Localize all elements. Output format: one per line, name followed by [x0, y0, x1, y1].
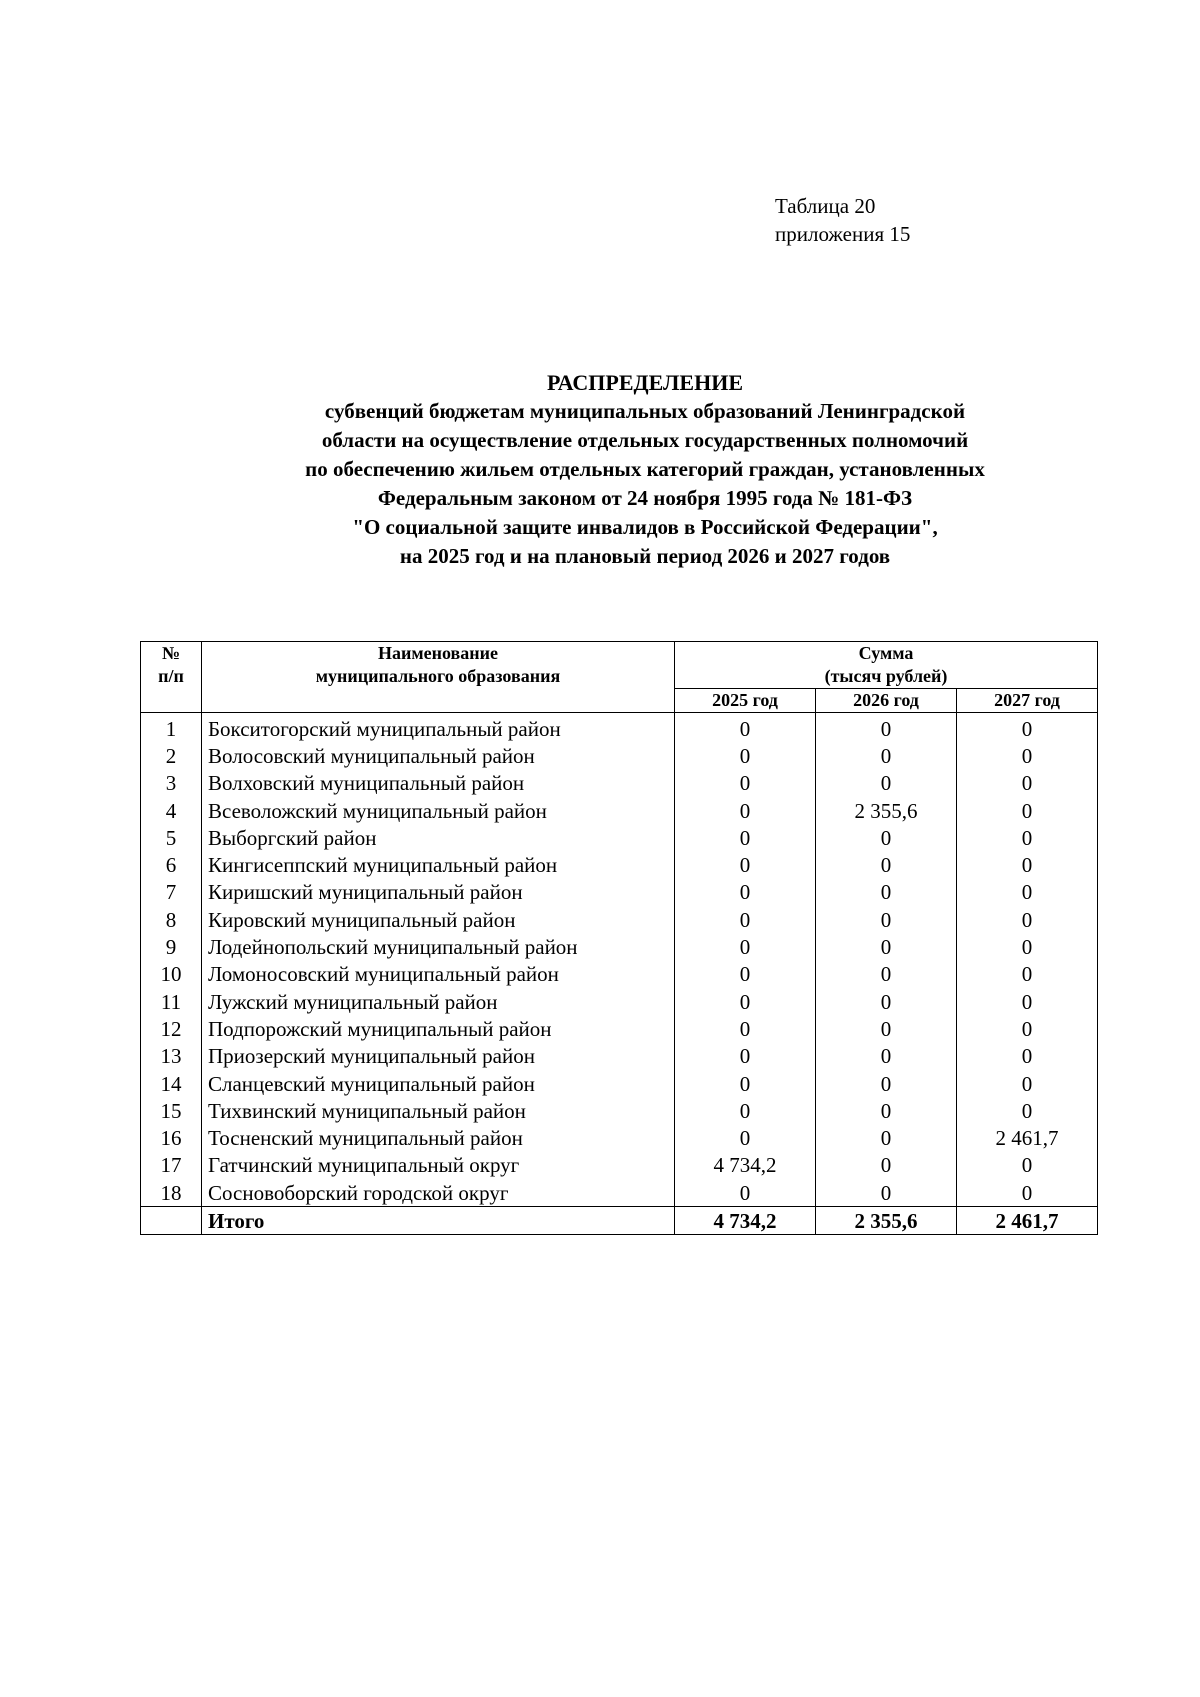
row-value-2026: 0 [816, 824, 957, 851]
table-row [141, 1015, 1098, 1042]
table-number: Таблица 20 [775, 194, 876, 218]
table-row [141, 933, 1098, 960]
total-row [141, 1207, 1098, 1235]
row-municipality: Бокситогорский муниципальный район [202, 713, 675, 743]
row-value-2027: 0 [957, 1152, 1098, 1179]
total-number [141, 1207, 202, 1235]
title-line: на 2025 год и на плановый период 2026 и 2027 годов [399, 544, 891, 568]
row-number: 11 [141, 988, 202, 1015]
row-value-2026: 0 [816, 851, 957, 878]
row-value-2026: 2 355,6 [816, 797, 957, 824]
row-value-2027: 0 [957, 1097, 1098, 1124]
header-number-symbol: № [161, 643, 181, 663]
row-municipality: Гатчинский муниципальный округ [202, 1152, 675, 1179]
row-municipality: Тихвинский муниципальный район [202, 1097, 675, 1124]
total-label: Итого [202, 1207, 675, 1235]
row-value-2025: 0 [675, 1097, 816, 1124]
row-value-2025: 0 [675, 851, 816, 878]
row-value-2026: 0 [816, 1043, 957, 1070]
title-line: субвенций бюджетам муниципальных образований Ленинградской [324, 399, 966, 423]
row-value-2025: 0 [675, 1124, 816, 1151]
row-value-2025: 0 [675, 906, 816, 933]
row-value-2025: 0 [675, 797, 816, 824]
row-number: 17 [141, 1152, 202, 1179]
row-value-2027: 0 [957, 879, 1098, 906]
row-value-2027: 0 [957, 933, 1098, 960]
row-value-2026: 0 [816, 742, 957, 769]
row-value-2026: 0 [816, 933, 957, 960]
row-value-2025: 0 [675, 961, 816, 988]
row-value-2026: 0 [816, 906, 957, 933]
row-number: 9 [141, 933, 202, 960]
table-row [141, 770, 1098, 797]
row-municipality: Сланцевский муниципальный район [202, 1070, 675, 1097]
header-name [202, 642, 675, 713]
row-municipality: Кировский муниципальный район [202, 906, 675, 933]
row-value-2027: 2 461,7 [957, 1124, 1098, 1151]
row-value-2025: 0 [675, 713, 816, 743]
row-value-2025: 0 [675, 1043, 816, 1070]
title-line: Федеральным законом от 24 ноября 1995 года № 181-ФЗ [377, 486, 913, 510]
row-value-2026: 0 [816, 988, 957, 1015]
appendix-number: приложения 15 [775, 222, 911, 246]
title-line: по обеспечению жильем отдельных категорий граждан, установленных [305, 457, 985, 481]
table-row [141, 1043, 1098, 1070]
title-line: "О социальной защите инвалидов в Российской Федерации", [352, 515, 938, 539]
table-row [141, 906, 1098, 933]
header-number [141, 642, 202, 713]
row-municipality: Всеволожский муниципальный район [202, 797, 675, 824]
header-number-abbr: п/п [158, 666, 184, 686]
row-value-2025: 4 734,2 [675, 1152, 816, 1179]
row-municipality: Лужский муниципальный район [202, 988, 675, 1015]
table-row [141, 713, 1098, 743]
row-value-2027: 0 [957, 988, 1098, 1015]
row-value-2026: 0 [816, 770, 957, 797]
row-value-2026: 0 [816, 879, 957, 906]
row-value-2027: 0 [957, 961, 1098, 988]
row-value-2026: 0 [816, 1097, 957, 1124]
row-value-2025: 0 [675, 879, 816, 906]
table-row [141, 1124, 1098, 1151]
header-name-line1: Наименование [378, 643, 498, 663]
table-row [141, 851, 1098, 878]
table-row [141, 824, 1098, 851]
row-value-2026: 0 [816, 713, 957, 743]
row-value-2026: 0 [816, 1179, 957, 1207]
row-value-2025: 0 [675, 742, 816, 769]
row-municipality: Приозерский муниципальный район [202, 1043, 675, 1070]
row-number: 13 [141, 1043, 202, 1070]
row-value-2025: 0 [675, 1070, 816, 1097]
row-municipality: Кингисеппский муниципальный район [202, 851, 675, 878]
row-value-2025: 0 [675, 770, 816, 797]
header-sum [675, 642, 1098, 689]
row-value-2027: 0 [957, 824, 1098, 851]
row-number: 8 [141, 906, 202, 933]
row-number: 14 [141, 1070, 202, 1097]
row-value-2026: 0 [816, 1015, 957, 1042]
table-row [141, 988, 1098, 1015]
row-number: 2 [141, 742, 202, 769]
row-value-2025: 0 [675, 988, 816, 1015]
row-value-2027: 0 [957, 1179, 1098, 1207]
table-reference [775, 192, 910, 248]
row-value-2026: 0 [816, 1152, 957, 1179]
row-value-2025: 0 [675, 824, 816, 851]
document-title [150, 368, 1140, 571]
row-value-2025: 0 [675, 933, 816, 960]
row-value-2026: 0 [816, 1124, 957, 1151]
row-value-2026: 0 [816, 961, 957, 988]
header-year-2026: 2026 год [816, 689, 957, 713]
total-value-2027: 2 461,7 [957, 1207, 1098, 1235]
row-municipality: Выборгский район [202, 824, 675, 851]
row-municipality: Подпорожский муниципальный район [202, 1015, 675, 1042]
row-municipality: Лодейнопольский муниципальный район [202, 933, 675, 960]
table-row [141, 742, 1098, 769]
table-row [141, 1179, 1098, 1207]
row-number: 10 [141, 961, 202, 988]
row-number: 5 [141, 824, 202, 851]
table-row [141, 1070, 1098, 1097]
row-value-2027: 0 [957, 770, 1098, 797]
row-value-2027: 0 [957, 1015, 1098, 1042]
header-sum-unit: (тысяч рублей) [824, 666, 948, 686]
title-line: области на осуществление отдельных государственных полномочий [321, 428, 969, 452]
table-row [141, 1152, 1098, 1179]
row-value-2027: 0 [957, 1070, 1098, 1097]
header-year-2027: 2027 год [957, 689, 1098, 713]
table-row [141, 797, 1098, 824]
table-row [141, 879, 1098, 906]
row-number: 18 [141, 1179, 202, 1207]
header-year-2025: 2025 год [675, 689, 816, 713]
row-number: 1 [141, 713, 202, 743]
row-municipality: Сосновоборский городской округ [202, 1179, 675, 1207]
row-value-2027: 0 [957, 906, 1098, 933]
total-value-2025: 4 734,2 [675, 1207, 816, 1235]
header-sum-line1: Сумма [858, 643, 914, 663]
row-number: 7 [141, 879, 202, 906]
row-number: 16 [141, 1124, 202, 1151]
distribution-table [140, 641, 1098, 1235]
row-municipality: Тосненский муниципальный район [202, 1124, 675, 1151]
row-number: 3 [141, 770, 202, 797]
row-value-2025: 0 [675, 1015, 816, 1042]
row-municipality: Киришский муниципальный район [202, 879, 675, 906]
header-name-line2: муниципального образования [315, 666, 561, 686]
title-heading: РАСПРЕДЕЛЕНИЕ [546, 370, 743, 395]
row-number: 12 [141, 1015, 202, 1042]
row-value-2027: 0 [957, 1043, 1098, 1070]
table-row [141, 961, 1098, 988]
row-number: 6 [141, 851, 202, 878]
row-value-2026: 0 [816, 1070, 957, 1097]
row-municipality: Волосовский муниципальный район [202, 742, 675, 769]
total-value-2026: 2 355,6 [816, 1207, 957, 1235]
row-value-2027: 0 [957, 797, 1098, 824]
row-municipality: Волховский муниципальный район [202, 770, 675, 797]
row-value-2027: 0 [957, 742, 1098, 769]
row-number: 4 [141, 797, 202, 824]
row-municipality: Ломоносовский муниципальный район [202, 961, 675, 988]
row-number: 15 [141, 1097, 202, 1124]
table-row [141, 1097, 1098, 1124]
row-value-2027: 0 [957, 713, 1098, 743]
row-value-2025: 0 [675, 1179, 816, 1207]
row-value-2027: 0 [957, 851, 1098, 878]
